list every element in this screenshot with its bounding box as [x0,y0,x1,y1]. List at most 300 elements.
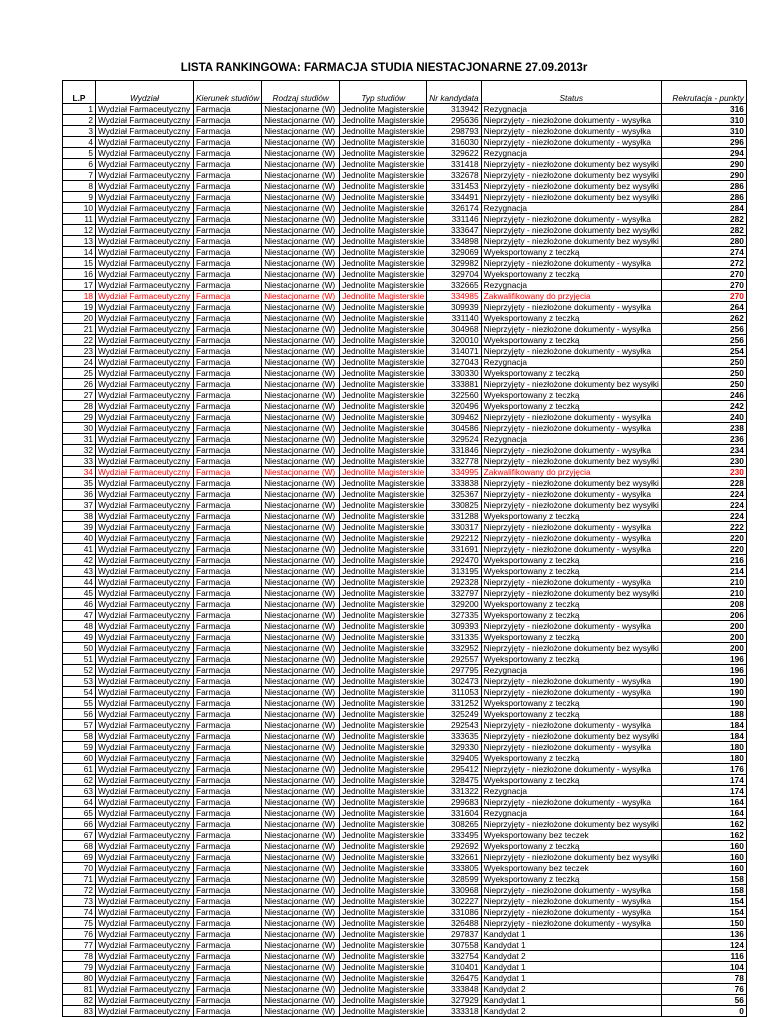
cell-lp: 81 [63,984,96,995]
header-row [63,81,747,104]
cell-nr-kandydata: 331252 [427,698,481,709]
cell-typ: Jednolite Magisterskie [340,643,427,654]
cell-kierunek: Farmacja [194,357,262,368]
cell-lp: 7 [63,170,96,181]
cell-status: Nieprzyjęty - niezłożone dokumenty bez wysyłki [481,181,661,192]
cell-wydzial: Wydział Farmaceutyczny [96,489,194,500]
cell-nr-kandydata: 326475 [427,973,481,984]
cell-lp: 40 [63,533,96,544]
cell-typ: Jednolite Magisterskie [340,588,427,599]
table-row [63,764,747,775]
cell-rodzaj: Niestacjonarne (W) [262,225,340,236]
cell-typ: Jednolite Magisterskie [340,511,427,522]
cell-lp: 43 [63,566,96,577]
cell-status: Nieprzyjęty - niezłożone dokumenty bez wysyłki [481,500,661,511]
cell-nr-kandydata: 297795 [427,665,481,676]
cell-kierunek: Farmacja [194,533,262,544]
cell-kierunek: Farmacja [194,500,262,511]
cell-kierunek: Farmacja [194,225,262,236]
cell-lp: 54 [63,687,96,698]
cell-nr-kandydata: 330317 [427,522,481,533]
cell-typ: Jednolite Magisterskie [340,753,427,764]
cell-status: Nieprzyjęty - niezłożone dokumenty bez wysyłki [481,588,661,599]
table-row [63,896,747,907]
cell-rodzaj: Niestacjonarne (W) [262,775,340,786]
cell-punkty: 210 [661,588,746,599]
table-row [63,863,747,874]
cell-typ: Jednolite Magisterskie [340,324,427,335]
cell-status: Kandydat 2 [481,1006,661,1017]
cell-typ: Jednolite Magisterskie [340,115,427,126]
cell-status: Nieprzyjęty - niezłożone dokumenty bez wysyłki [481,236,661,247]
cell-punkty: 214 [661,566,746,577]
cell-nr-kandydata: 332778 [427,456,481,467]
cell-kierunek: Farmacja [194,522,262,533]
table-row [63,192,747,203]
cell-typ: Jednolite Magisterskie [340,566,427,577]
cell-lp: 50 [63,643,96,654]
cell-wydzial: Wydział Farmaceutyczny [96,709,194,720]
cell-wydzial: Wydział Farmaceutyczny [96,214,194,225]
cell-typ: Jednolite Magisterskie [340,500,427,511]
cell-nr-kandydata: 328599 [427,874,481,885]
cell-status: Nieprzyjęty - niezłożone dokumenty - wysyłka [481,258,661,269]
table-row [63,522,747,533]
cell-lp: 47 [63,610,96,621]
cell-lp: 51 [63,654,96,665]
cell-nr-kandydata: 334491 [427,192,481,203]
cell-status: Nieprzyjęty - niezłożone dokumenty bez wysyłki [481,170,661,181]
table-row [63,951,747,962]
cell-punkty: 176 [661,764,746,775]
cell-nr-kandydata: 292543 [427,720,481,731]
cell-punkty: 296 [661,137,746,148]
cell-status: Wyeksportowany z teczką [481,753,661,764]
table-row [63,753,747,764]
cell-punkty: 228 [661,478,746,489]
cell-lp: 6 [63,159,96,170]
cell-lp: 62 [63,775,96,786]
cell-typ: Jednolite Magisterskie [340,159,427,170]
cell-punkty: 272 [661,258,746,269]
cell-punkty: 78 [661,973,746,984]
cell-rodzaj: Niestacjonarne (W) [262,1006,340,1017]
cell-rodzaj: Niestacjonarne (W) [262,786,340,797]
cell-nr-kandydata: 292557 [427,654,481,665]
cell-rodzaj: Niestacjonarne (W) [262,434,340,445]
table-row [63,423,747,434]
cell-status: Nieprzyjęty - niezłożone dokumenty - wysyłka [481,885,661,896]
cell-rodzaj: Niestacjonarne (W) [262,522,340,533]
table-row [63,665,747,676]
cell-kierunek: Farmacja [194,269,262,280]
table-row [63,126,747,137]
cell-punkty: 184 [661,720,746,731]
cell-typ: Jednolite Magisterskie [340,544,427,555]
cell-wydzial: Wydział Farmaceutyczny [96,335,194,346]
cell-wydzial: Wydział Farmaceutyczny [96,445,194,456]
cell-wydzial: Wydział Farmaceutyczny [96,533,194,544]
cell-rodzaj: Niestacjonarne (W) [262,764,340,775]
cell-lp: 66 [63,819,96,830]
cell-rodzaj: Niestacjonarne (W) [262,203,340,214]
cell-lp: 22 [63,335,96,346]
cell-nr-kandydata: 302227 [427,896,481,907]
cell-punkty: 154 [661,907,746,918]
table-row [63,324,747,335]
cell-status: Nieprzyjęty - niezłożone dokumenty - wysyłka [481,918,661,929]
cell-rodzaj: Niestacjonarne (W) [262,632,340,643]
cell-lp: 25 [63,368,96,379]
table-row [63,115,747,126]
cell-rodzaj: Niestacjonarne (W) [262,863,340,874]
cell-kierunek: Farmacja [194,973,262,984]
cell-wydzial: Wydział Farmaceutyczny [96,852,194,863]
cell-nr-kandydata: 331086 [427,907,481,918]
cell-punkty: 162 [661,830,746,841]
cell-status: Nieprzyjęty - niezłożone dokumenty - wysyłka [481,720,661,731]
cell-kierunek: Farmacja [194,313,262,324]
cell-rodzaj: Niestacjonarne (W) [262,368,340,379]
cell-nr-kandydata: 327043 [427,357,481,368]
cell-wydzial: Wydział Farmaceutyczny [96,995,194,1006]
cell-wydzial: Wydział Farmaceutyczny [96,687,194,698]
cell-punkty: 224 [661,500,746,511]
table-row [63,698,747,709]
cell-nr-kandydata: 329200 [427,599,481,610]
cell-kierunek: Farmacja [194,170,262,181]
table-row [63,874,747,885]
cell-wydzial: Wydział Farmaceutyczny [96,863,194,874]
cell-wydzial: Wydział Farmaceutyczny [96,654,194,665]
cell-kierunek: Farmacja [194,687,262,698]
cell-punkty: 220 [661,533,746,544]
header-lp: L.P [63,81,96,104]
cell-status: Nieprzyjęty - niezłożone dokumenty bez wysyłki [481,379,661,390]
table-row [63,742,747,753]
cell-status: Wyeksportowany z teczką [481,654,661,665]
cell-wydzial: Wydział Farmaceutyczny [96,522,194,533]
cell-nr-kandydata: 329704 [427,269,481,280]
cell-punkty: 236 [661,434,746,445]
cell-nr-kandydata: 332797 [427,588,481,599]
cell-lp: 56 [63,709,96,720]
cell-rodzaj: Niestacjonarne (W) [262,456,340,467]
cell-rodzaj: Niestacjonarne (W) [262,995,340,1006]
cell-wydzial: Wydział Farmaceutyczny [96,258,194,269]
table-row [63,918,747,929]
cell-kierunek: Farmacja [194,434,262,445]
cell-kierunek: Farmacja [194,940,262,951]
cell-nr-kandydata: 299683 [427,797,481,808]
cell-kierunek: Farmacja [194,852,262,863]
cell-rodzaj: Niestacjonarne (W) [262,566,340,577]
table-row [63,577,747,588]
table-row [63,137,747,148]
cell-kierunek: Farmacja [194,786,262,797]
cell-kierunek: Farmacja [194,885,262,896]
cell-lp: 2 [63,115,96,126]
cell-kierunek: Farmacja [194,324,262,335]
cell-rodzaj: Niestacjonarne (W) [262,753,340,764]
cell-typ: Jednolite Magisterskie [340,1006,427,1017]
cell-typ: Jednolite Magisterskie [340,335,427,346]
cell-status: Rezygnacja [481,280,661,291]
cell-nr-kandydata: 320496 [427,401,481,412]
cell-nr-kandydata: 334995 [427,467,481,478]
cell-kierunek: Farmacja [194,951,262,962]
cell-rodzaj: Niestacjonarne (W) [262,808,340,819]
cell-typ: Jednolite Magisterskie [340,225,427,236]
cell-typ: Jednolite Magisterskie [340,357,427,368]
cell-status: Nieprzyjęty - niezłożone dokumenty - wysyłka [481,797,661,808]
cell-typ: Jednolite Magisterskie [340,830,427,841]
cell-rodzaj: Niestacjonarne (W) [262,940,340,951]
cell-rodzaj: Niestacjonarne (W) [262,973,340,984]
cell-typ: Jednolite Magisterskie [340,951,427,962]
cell-punkty: 290 [661,170,746,181]
cell-status: Nieprzyjęty - niezłożone dokumenty bez wysyłki [481,731,661,742]
cell-status: Kandydat 2 [481,984,661,995]
cell-nr-kandydata: 330825 [427,500,481,511]
cell-typ: Jednolite Magisterskie [340,291,427,302]
cell-kierunek: Farmacja [194,489,262,500]
cell-lp: 10 [63,203,96,214]
cell-status: Nieprzyjęty - niezłożone dokumenty bez wysyłki [481,225,661,236]
cell-nr-kandydata: 329069 [427,247,481,258]
cell-punkty: 250 [661,379,746,390]
cell-status: Wyeksportowany z teczką [481,709,661,720]
cell-kierunek: Farmacja [194,995,262,1006]
cell-lp: 71 [63,874,96,885]
cell-punkty: 164 [661,808,746,819]
cell-punkty: 208 [661,599,746,610]
cell-status: Zakwalifikowany do przyjęcia [481,467,661,478]
cell-lp: 31 [63,434,96,445]
cell-punkty: 56 [661,995,746,1006]
cell-typ: Jednolite Magisterskie [340,555,427,566]
cell-kierunek: Farmacja [194,423,262,434]
cell-kierunek: Farmacja [194,247,262,258]
cell-status: Nieprzyjęty - niezłożone dokumenty bez wysyłki [481,643,661,654]
cell-kierunek: Farmacja [194,588,262,599]
cell-lp: 59 [63,742,96,753]
cell-rodzaj: Niestacjonarne (W) [262,500,340,511]
table-row [63,786,747,797]
cell-status: Nieprzyjęty - niezłożone dokumenty - wysyłka [481,533,661,544]
cell-lp: 82 [63,995,96,1006]
cell-typ: Jednolite Magisterskie [340,940,427,951]
cell-kierunek: Farmacja [194,808,262,819]
cell-lp: 75 [63,918,96,929]
cell-rodzaj: Niestacjonarne (W) [262,720,340,731]
cell-status: Nieprzyjęty - niezłożone dokumenty - wysyłka [481,764,661,775]
cell-rodzaj: Niestacjonarne (W) [262,676,340,687]
cell-punkty: 316 [661,104,746,115]
cell-wydzial: Wydział Farmaceutyczny [96,984,194,995]
cell-rodzaj: Niestacjonarne (W) [262,588,340,599]
table-row [63,632,747,643]
cell-rodzaj: Niestacjonarne (W) [262,643,340,654]
cell-wydzial: Wydział Farmaceutyczny [96,555,194,566]
header-rodzaj: Rodzaj studiów [262,81,340,104]
cell-wydzial: Wydział Farmaceutyczny [96,269,194,280]
cell-nr-kandydata: 333647 [427,225,481,236]
cell-typ: Jednolite Magisterskie [340,984,427,995]
cell-status: Kandydat 1 [481,973,661,984]
table-row [63,1006,747,1017]
cell-punkty: 210 [661,577,746,588]
table-row [63,687,747,698]
cell-rodzaj: Niestacjonarne (W) [262,346,340,357]
cell-typ: Jednolite Magisterskie [340,346,427,357]
cell-lp: 41 [63,544,96,555]
cell-punkty: 200 [661,621,746,632]
cell-kierunek: Farmacja [194,148,262,159]
cell-wydzial: Wydział Farmaceutyczny [96,808,194,819]
cell-punkty: 284 [661,203,746,214]
cell-punkty: 280 [661,236,746,247]
table-row [63,489,747,500]
cell-punkty: 136 [661,929,746,940]
cell-nr-kandydata: 333881 [427,379,481,390]
cell-status: Nieprzyjęty - niezłożone dokumenty - wysyłka [481,544,661,555]
cell-nr-kandydata: 329330 [427,742,481,753]
cell-status: Nieprzyjęty - niezłożone dokumenty - wysyłka [481,346,661,357]
cell-kierunek: Farmacja [194,676,262,687]
cell-punkty: 290 [661,159,746,170]
cell-typ: Jednolite Magisterskie [340,929,427,940]
cell-wydzial: Wydział Farmaceutyczny [96,775,194,786]
cell-nr-kandydata: 331846 [427,445,481,456]
cell-lp: 79 [63,962,96,973]
cell-wydzial: Wydział Farmaceutyczny [96,632,194,643]
cell-rodzaj: Niestacjonarne (W) [262,918,340,929]
cell-lp: 65 [63,808,96,819]
cell-wydzial: Wydział Farmaceutyczny [96,104,194,115]
cell-kierunek: Farmacja [194,577,262,588]
cell-typ: Jednolite Magisterskie [340,808,427,819]
cell-typ: Jednolite Magisterskie [340,632,427,643]
cell-lp: 8 [63,181,96,192]
cell-kierunek: Farmacja [194,841,262,852]
cell-status: Wyeksportowany bez teczek [481,830,661,841]
cell-punkty: 164 [661,797,746,808]
cell-nr-kandydata: 334898 [427,236,481,247]
cell-status: Nieprzyjęty - niezłożone dokumenty bez wysyłki [481,456,661,467]
cell-status: Rezygnacja [481,357,661,368]
cell-punkty: 174 [661,786,746,797]
cell-typ: Jednolite Magisterskie [340,170,427,181]
cell-status: Wyeksportowany bez teczek [481,863,661,874]
cell-nr-kandydata: 332678 [427,170,481,181]
cell-typ: Jednolite Magisterskie [340,819,427,830]
cell-rodzaj: Niestacjonarne (W) [262,797,340,808]
table-row [63,533,747,544]
cell-punkty: 224 [661,489,746,500]
cell-punkty: 160 [661,863,746,874]
table-row [63,555,747,566]
table-row [63,720,747,731]
cell-rodzaj: Niestacjonarne (W) [262,445,340,456]
cell-status: Nieprzyjęty - niezłożone dokumenty bez wysyłki [481,478,661,489]
cell-rodzaj: Niestacjonarne (W) [262,489,340,500]
cell-wydzial: Wydział Farmaceutyczny [96,280,194,291]
cell-status: Wyeksportowany z teczką [481,511,661,522]
cell-typ: Jednolite Magisterskie [340,434,427,445]
cell-status: Rezygnacja [481,665,661,676]
cell-punkty: 262 [661,313,746,324]
table-row [63,885,747,896]
cell-kierunek: Farmacja [194,555,262,566]
cell-lp: 3 [63,126,96,137]
cell-lp: 27 [63,390,96,401]
cell-rodzaj: Niestacjonarne (W) [262,951,340,962]
cell-status: Nieprzyjęty - niezłożone dokumenty - wysyłka [481,522,661,533]
page-title: LISTA RANKINGOWA: FARMACJA STUDIA NIESTACJONARNE 27.09.2013r [180,62,588,74]
cell-lp: 52 [63,665,96,676]
cell-nr-kandydata: 330968 [427,885,481,896]
cell-kierunek: Farmacja [194,126,262,137]
cell-typ: Jednolite Magisterskie [340,698,427,709]
cell-kierunek: Farmacja [194,236,262,247]
cell-rodzaj: Niestacjonarne (W) [262,742,340,753]
cell-nr-kandydata: 332661 [427,852,481,863]
cell-status: Nieprzyjęty - niezłożone dokumenty - wysyłka [481,302,661,313]
cell-punkty: 270 [661,280,746,291]
table-row [63,962,747,973]
table-row [63,445,747,456]
cell-status: Nieprzyjęty - niezłożone dokumenty - wysyłka [481,445,661,456]
cell-kierunek: Farmacja [194,192,262,203]
cell-punkty: 264 [661,302,746,313]
cell-rodzaj: Niestacjonarne (W) [262,929,340,940]
cell-rodzaj: Niestacjonarne (W) [262,610,340,621]
cell-lp: 26 [63,379,96,390]
cell-kierunek: Farmacja [194,632,262,643]
cell-nr-kandydata: 330330 [427,368,481,379]
cell-status: Rezygnacja [481,786,661,797]
cell-punkty: 158 [661,885,746,896]
cell-punkty: 150 [661,918,746,929]
cell-kierunek: Farmacja [194,643,262,654]
cell-kierunek: Farmacja [194,720,262,731]
cell-rodzaj: Niestacjonarne (W) [262,335,340,346]
cell-lp: 83 [63,1006,96,1017]
cell-kierunek: Farmacja [194,929,262,940]
cell-status: Nieprzyjęty - niezłożone dokumenty - wysyłka [481,324,661,335]
cell-typ: Jednolite Magisterskie [340,302,427,313]
cell-wydzial: Wydział Farmaceutyczny [96,423,194,434]
cell-lp: 19 [63,302,96,313]
cell-typ: Jednolite Magisterskie [340,764,427,775]
cell-lp: 34 [63,467,96,478]
cell-status: Nieprzyjęty - niezłożone dokumenty - wysyłka [481,577,661,588]
cell-punkty: 246 [661,390,746,401]
cell-wydzial: Wydział Farmaceutyczny [96,621,194,632]
cell-punkty: 282 [661,225,746,236]
table-row [63,841,747,852]
table-row [63,984,747,995]
cell-kierunek: Farmacja [194,258,262,269]
cell-status: Rezygnacja [481,203,661,214]
cell-typ: Jednolite Magisterskie [340,786,427,797]
cell-nr-kandydata: 332952 [427,643,481,654]
cell-punkty: 174 [661,775,746,786]
cell-punkty: 294 [661,148,746,159]
cell-status: Nieprzyjęty - niezłożone dokumenty - wysyłka [481,742,661,753]
cell-status: Nieprzyjęty - niezłożone dokumenty - wysyłka [481,137,661,148]
